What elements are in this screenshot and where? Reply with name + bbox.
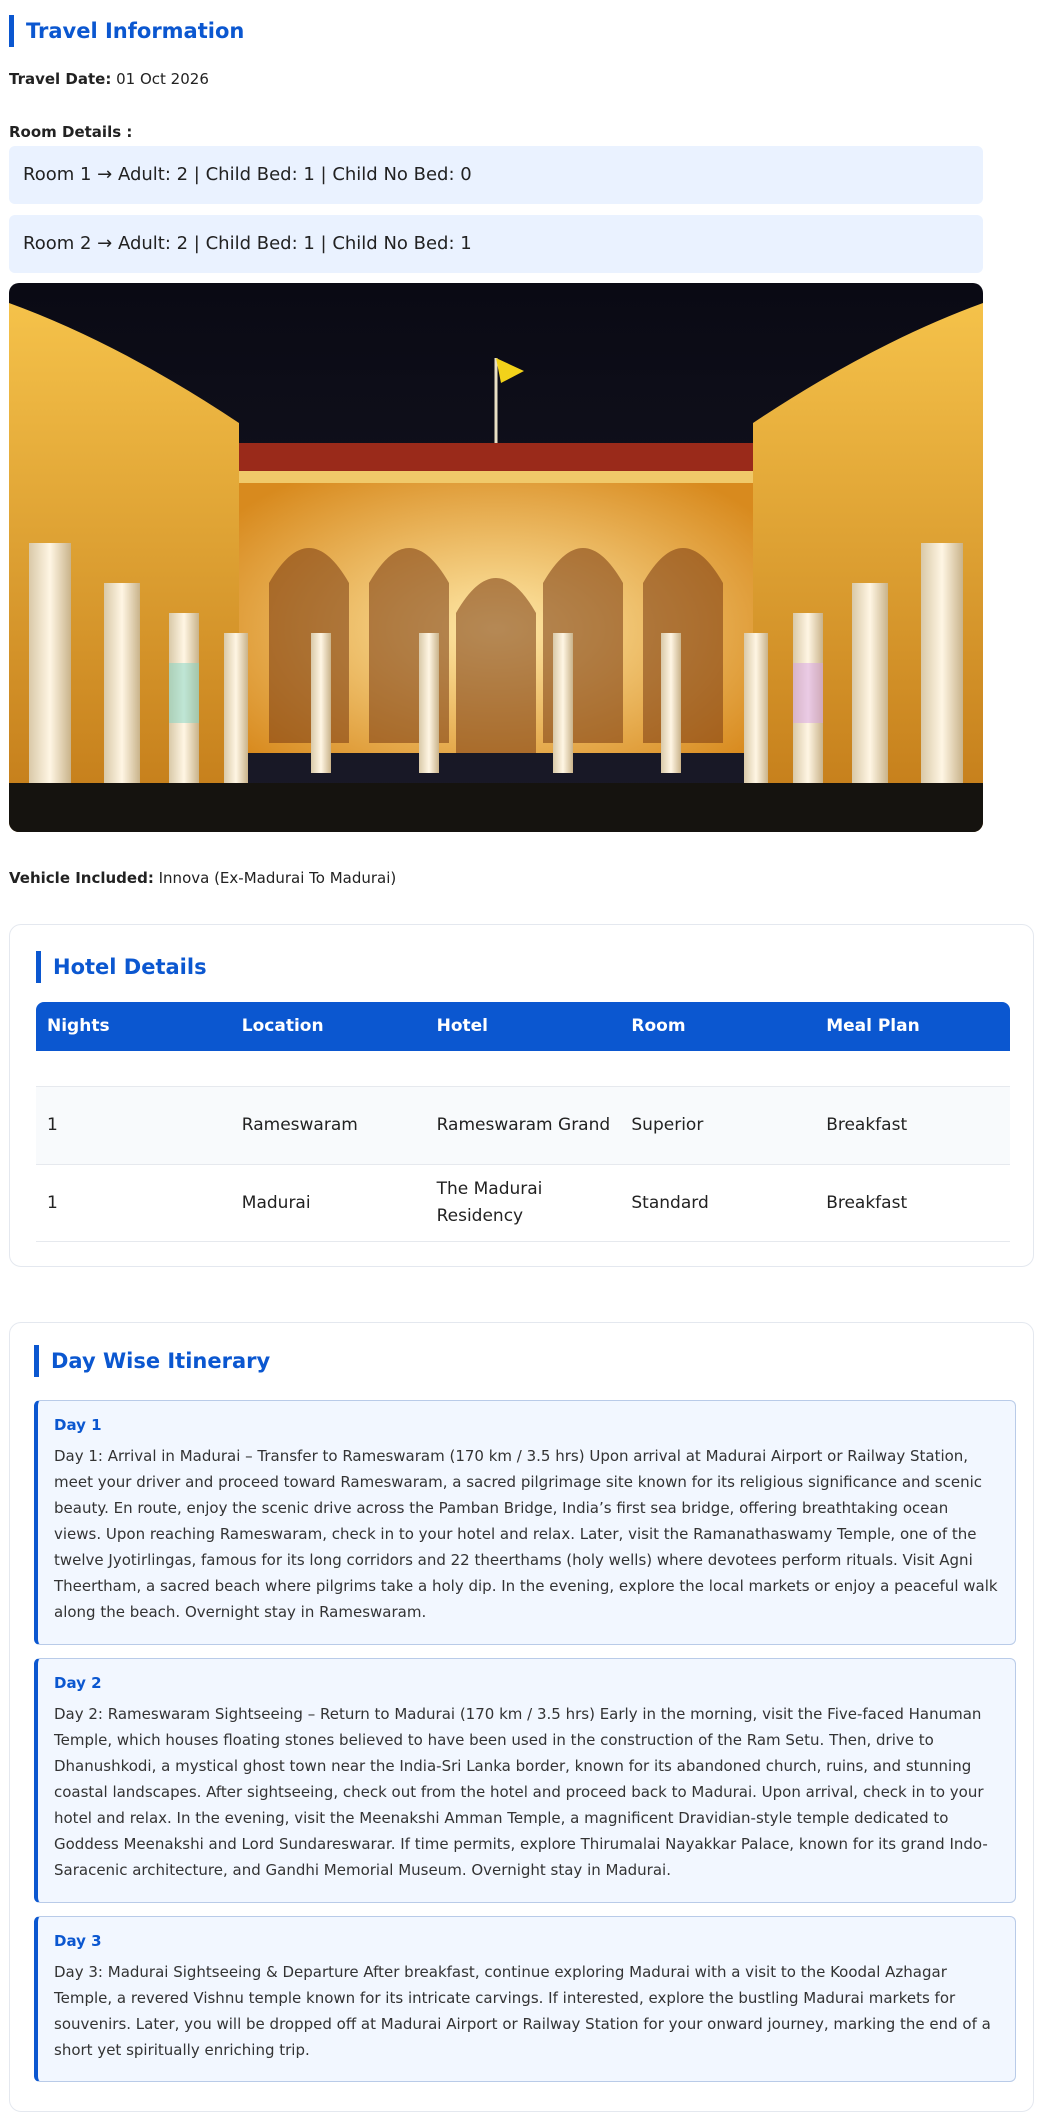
room-2-details: Room 2 → Adult: 2 | Child Bed: 1 | Child No Bed: 1 (9, 215, 983, 273)
header-room: Room (631, 1016, 686, 1036)
day-1-card (34, 1400, 1016, 1645)
travel-date-value: 01 Oct 2026 (116, 70, 209, 88)
day-1-description: Day 1: Arrival in Madurai – Transfer to Rameswaram (170 km / 3.5 hrs) Upon arrival at Madurai Airport or Railway Station, meet your driver and proceed toward Rameswaram, a sacred pilgrimage site known for its religious significance and scenic beauty. En route, enjoy the scenic drive across the Pamban Bridge, India’s first sea bridge, offering breathtaking ocean views. Upon reaching Rameswaram, check in to your hotel and relax. Later, visit the Ramanathaswamy Temple, one of the twelve Jyotirlingas, famous for its long corridors and 22 theerthams (holy wells) where devotees perform rituals. Visit Agni Theertham, a sacred beach where pilgrims take a holy dip. In the evening, explore the local markets or enjoy a peaceful walk along the beach. Overnight stay in Rameswaram. (54, 1447, 998, 1621)
day-2-card (34, 1658, 1016, 1903)
hotel-details-title: Hotel Details (36, 951, 207, 983)
day-3-description: Day 3: Madurai Sightseeing & Departure After breakfast, continue exploring Madurai with a visit to the Koodal Azhagar Temple, a revered Vishnu temple known for its intricate carvings. If interested, explore the bustling Madurai markets for souvenirs. Later, you will be dropped off at Madurai Airport or Railway Station for your onward journey, marking the end of a short yet spiritually enriching trip. (54, 1963, 991, 2059)
cell-nights: 1 (47, 1192, 58, 1213)
travel-information-title: Travel Information (9, 15, 244, 47)
header-location: Location (241, 1016, 324, 1036)
header-nights: Nights (47, 1016, 110, 1036)
palace-photo (9, 283, 983, 832)
table-row (36, 1164, 1010, 1242)
cell-meal-plan: Breakfast (826, 1192, 908, 1213)
header-hotel: Hotel (436, 1016, 488, 1036)
day-1-label: Day 1 (54, 1416, 102, 1434)
cell-nights: 1 (47, 1115, 58, 1135)
itinerary-card (9, 1322, 1034, 2112)
travel-date-label: Travel Date: (9, 70, 112, 88)
travel-date (9, 70, 209, 88)
cell-room: Superior (631, 1115, 704, 1135)
vehicle-value: Innova (Ex-Madurai To Madurai) (158, 869, 397, 887)
room-1-details: Room 1 → Adult: 2 | Child Bed: 1 | Child No Bed: 0 (9, 146, 983, 204)
cell-room: Standard (631, 1192, 709, 1213)
itinerary-title: Day Wise Itinerary (34, 1345, 270, 1377)
day-2-description: Day 2: Rameswaram Sightseeing – Return to Madurai (170 km / 3.5 hrs) Early in the morning, visit the Five-faced Hanuman Temple, which houses floating stones believed to have been used in the construction of the Ram Setu. Then, drive to Dhanushkodi, a mystical ghost town near the India-Sri Lanka border, known for its abandoned church, ruins, and stunning coastal landscapes. After sightseeing, check out from the hotel and proceed back to Madurai. Upon arrival, check in to your hotel and relax. In the evening, visit the Meenakshi Amman Temple, a magnificent Dravidian-style temple dedicated to Goddess Meenakshi and Lord Sundareswarar. If time permits, explore Thirumalai Nayakkar Palace, known for its grand Indo-Saracenic architecture, and Gandhi Memorial Museum. Overnight stay in Madurai. (54, 1705, 988, 1879)
cell-location: Rameswaram (241, 1115, 358, 1135)
day-3-card (34, 1916, 1016, 2082)
vehicle-included (9, 869, 396, 887)
cell-meal-plan: Breakfast (826, 1115, 908, 1135)
cell-hotel: The Madurai Residency (436, 1179, 543, 1226)
day-2-label: Day 2 (54, 1674, 102, 1692)
vehicle-label: Vehicle Included: (9, 869, 154, 887)
header-meal-plan: Meal Plan (826, 1016, 920, 1036)
day-3-label: Day 3 (54, 1932, 102, 1950)
cell-location: Madurai (241, 1192, 311, 1213)
hotel-details-card (9, 924, 1034, 1267)
room-details-label: Room Details : (9, 123, 133, 141)
hotel-table-body (36, 1086, 1010, 1242)
table-row (36, 1086, 1010, 1164)
hotel-table-header (36, 1002, 1010, 1051)
cell-hotel: Rameswaram Grand (436, 1115, 611, 1135)
